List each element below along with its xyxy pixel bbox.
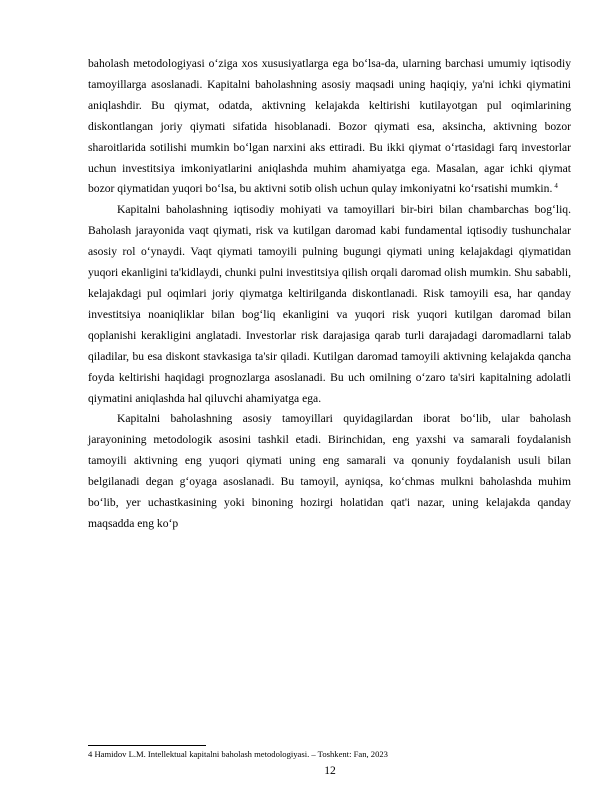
- footnote-reference[interactable]: 4: [554, 181, 558, 190]
- footnote-text: 4 Hamidov L.M. Intellektual kapitalni baholash metodologiyasi. – Toshkent: Fan, 2023: [88, 749, 388, 759]
- paragraph-1-text: baholash metodologiyasi o‘ziga xos xususiyatlarga ega bo‘lsa-da, ularning barchasi umumiy iqtisodiy tamoyillarga asoslanadi. Kapitalni baholashning asosiy maqsadi uning haqiqiy, ya'ni ichki qiymatini aniqlashdir. Bu qiymat, odatda, aktivning kelajakda keltirishi kutilayotgan pul oqimlarining diskontlangan joriy qiymati sifatida hisoblanadi. Bozor qiymati esa, aksincha, aktivning bozor sharoitlarida sotilishi mumkin bo‘lgan narxini aks ettiradi. Bu ikki qiymat o‘rtasidagi farq investorlar uchun investitsiya imkoniyatlarini aniqlashda muhim ahamiyatga ega. Masalan, agar ichki qiymat bozor qiymatidan yuqori bo‘lsa, bu aktivni sotib olish uchun qulay imkoniyatni ko‘rsatishi mumkin.: [88, 57, 571, 196]
- footnote-divider: [88, 745, 206, 746]
- paragraph-2: Kapitalni baholashning iqtisodiy mohiyati va tamoyillari bir-biri bilan chambarchas bog‘liq. Baholash jarayonida vaqt qiymati, risk va kutilgan daromad kabi fundamental iqtisodiy tushunchalar asosiy rol o‘ynaydi. Vaqt qiymati tamoyili pulning bugungi qiymati uning kelajakdagi qiymatidan yuqori ekanligini ta'kidlaydi, chunki pulni investitsiya qilish orqali daromad olish mumkin. Shu sababli, kelajakdagi pul oqimlari joriy qiymatga keltirilganda diskontlanadi. Risk tamoyili esa, har qanday investitsiya noaniqliklar bilan bog‘liq ekanligini va yuqori risk yuqori kutilgan daromad bilan qoplanishi kerakligini anglatadi. Investorlar risk darajasiga qarab turli darajadagi daromadlarni talab qiladilar, bu esa diskont stavkasiga ta'sir qiladi. Kutilgan daromad tamoyili aktivning kelajakda qancha foyda keltirishi haqidagi prognozlarga asoslanadi. Bu uch omilning o‘zaro ta'siri kapitalning adolatli qiymatini aniqlashda hal qiluvchi ahamiyatga ega.: [88, 203, 571, 405]
- paragraph-3: Kapitalni baholashning asosiy tamoyillari quyidagilardan iborat bo‘lib, ular baholash jarayonining metodologik asosini tashkil etadi. Birinchidan, eng yaxshi va samarali foydalanish tamoyili aktivning eng yuqori qiymati uning eng samarali va qonuniy foydalanish usuli bilan belgilanadi degan g‘oyaga asoslanadi. Bu tamoyil, ayniqsa, ko‘chmas mulkni baholashda muhim bo‘lib, yer uchastkasining yoki binoning hozirgi holatidan qat'i nazar, uning kelajakda qanday maqsadda eng ko‘p: [88, 412, 571, 530]
- page-number: 12: [324, 764, 336, 777]
- paragraph-1: [88, 54, 571, 200]
- body-text: [88, 54, 571, 535]
